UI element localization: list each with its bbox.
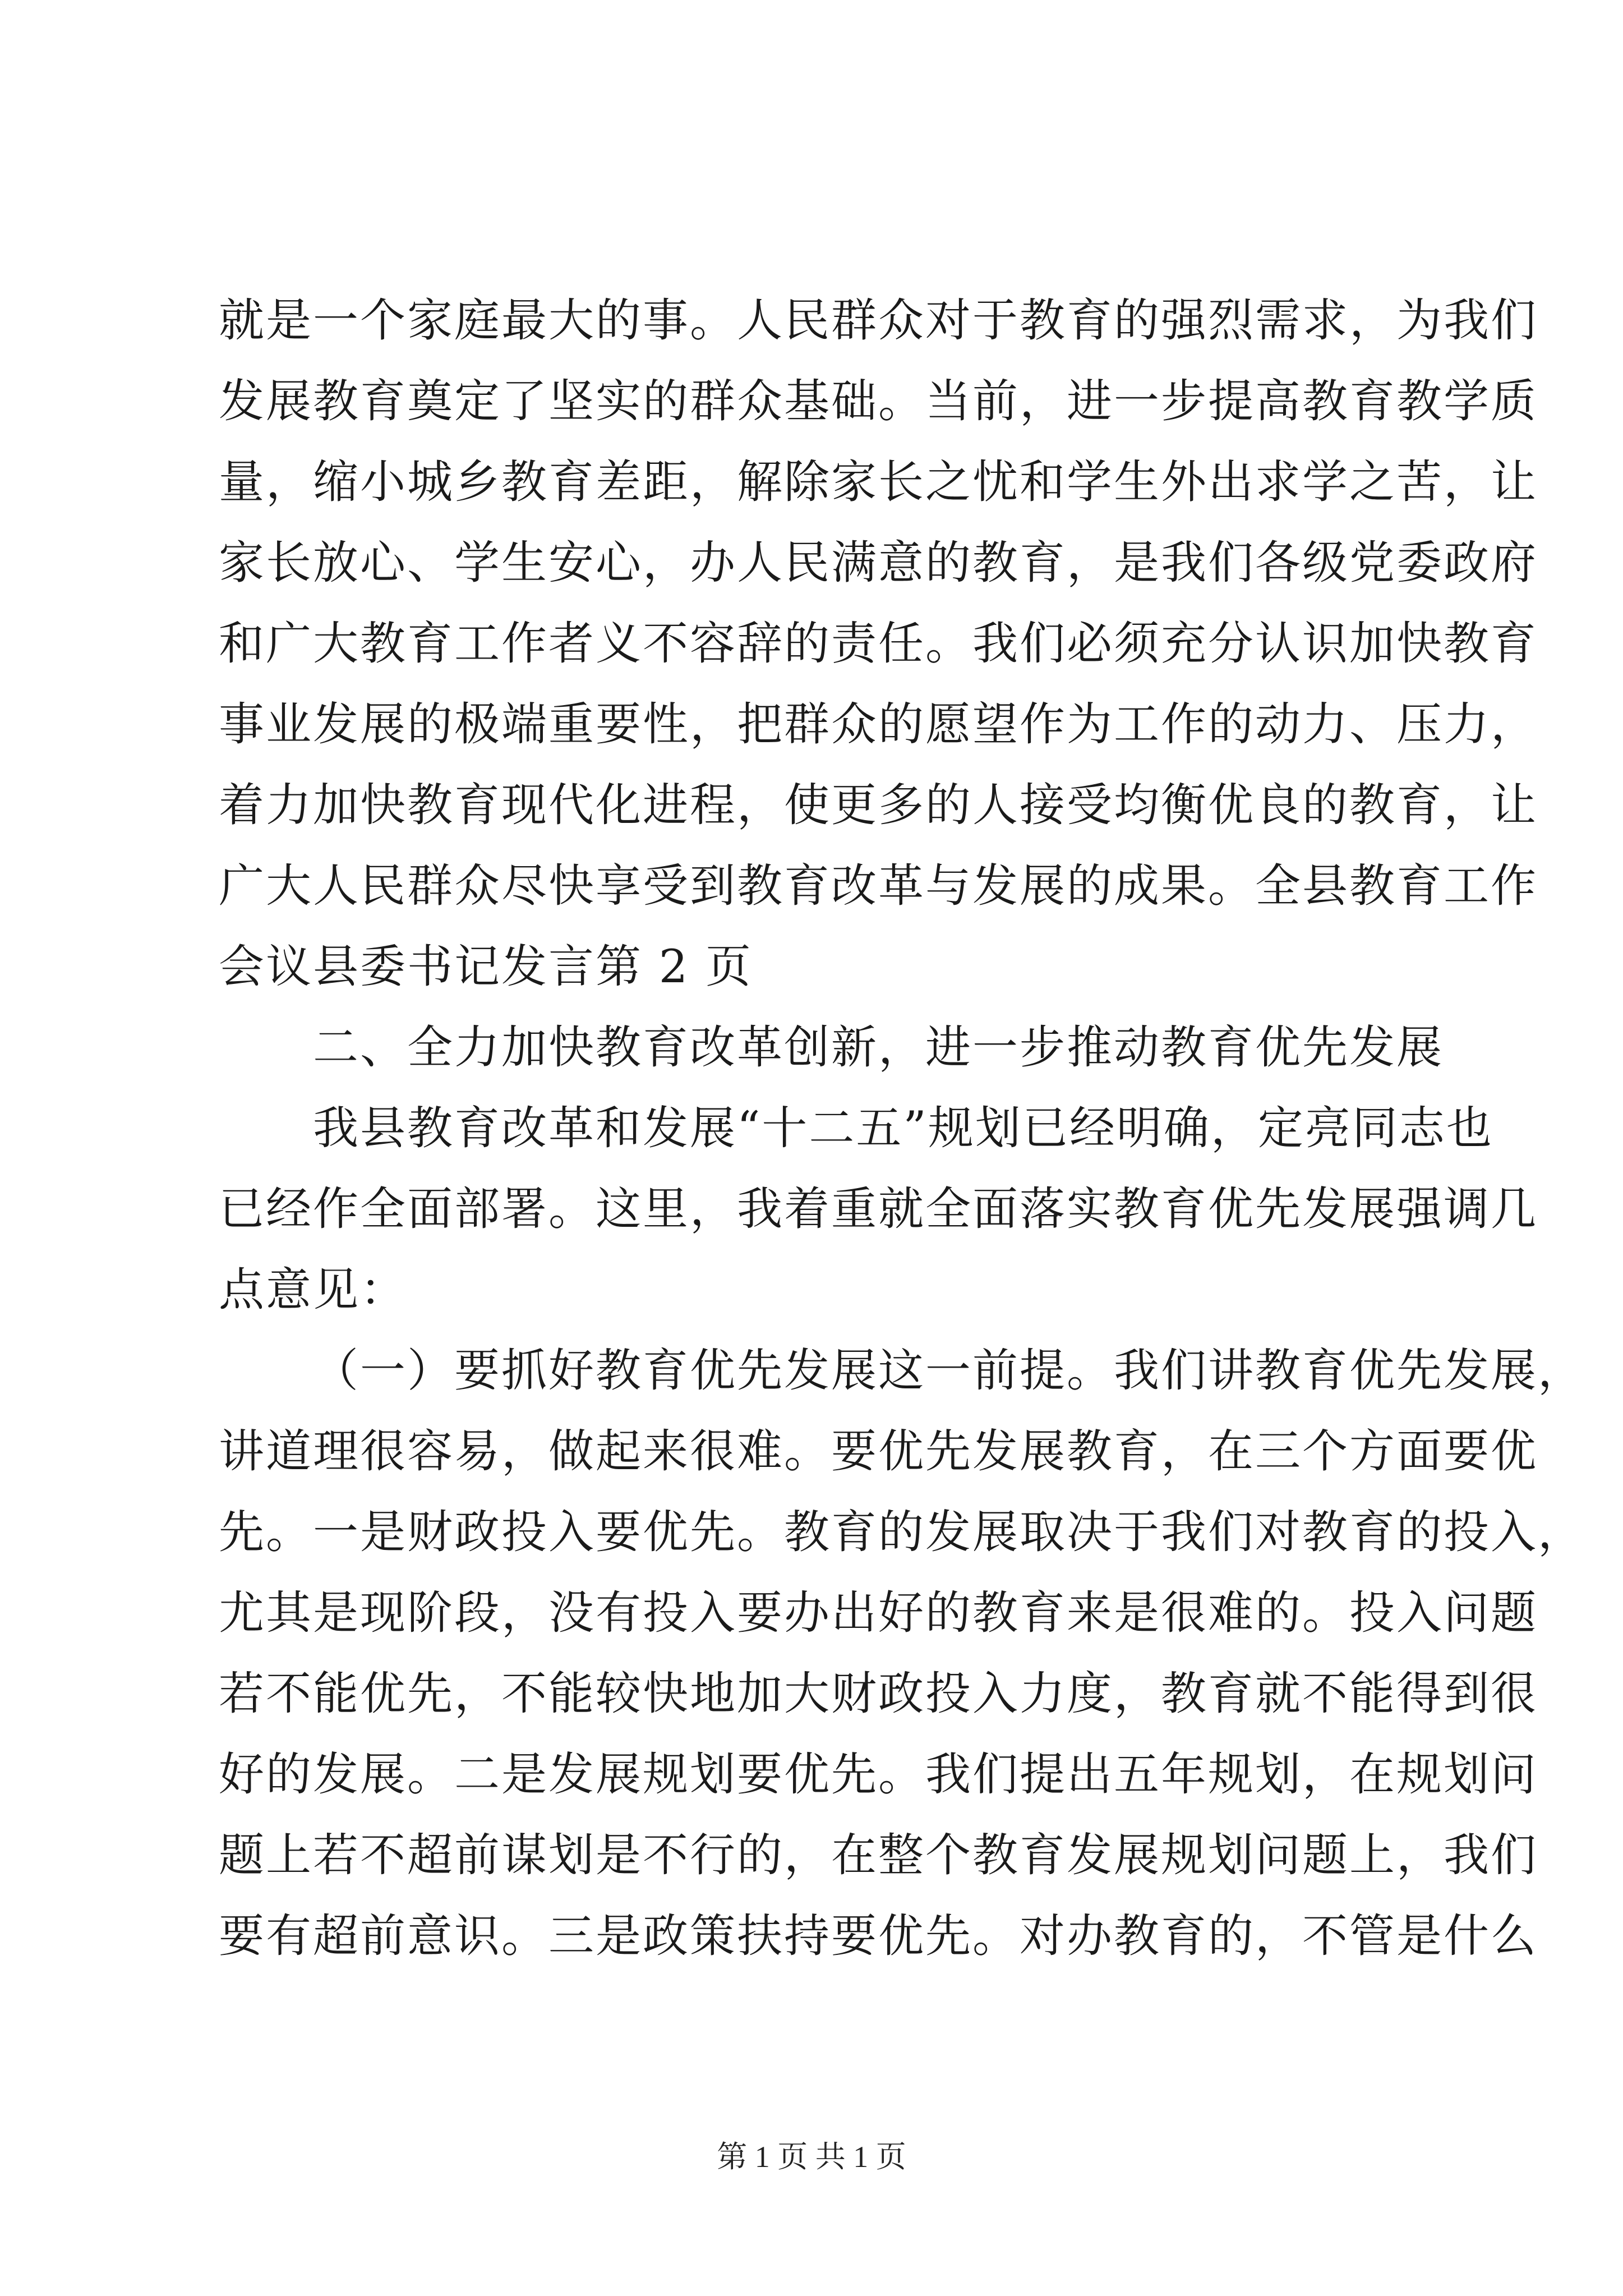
text-line: （一）要抓好教育优先发展这一前提。我们讲教育优先发展， [313,1345,1585,1397]
text-line: 好的发展。二是发展规划要优先。我们提出五年规划，在规划问 [219,1749,1538,1801]
text-line: 二、全力加快教育改革创新，进一步推动教育优先发展 [313,1022,1444,1074]
text-line: 事业发展的极端重要性，把群众的愿望作为工作的动力、压力， [219,698,1538,751]
page-footer: 第 1 页 共 1 页 [717,2140,906,2174]
text-line: 着力加快教育现代化进程，使更多的人接受均衡优良的教育，让 [219,779,1538,832]
text-line: 发展教育奠定了坚实的群众基础。当前，进一步提高教育教学质 [219,375,1538,428]
text-line: 我县教育改革和发展“十二五”规划已经明确，定亮同志也 [313,1102,1493,1155]
document-body [219,280,1585,1977]
text-line: 若不能优先，不能较快地加大财政投入力度，教育就不能得到很 [219,1668,1538,1720]
text-line: 就是一个家庭最大的事。人民群众对于教育的强烈需求，为我们 [219,295,1538,347]
text-line: 点意见： [219,1264,408,1317]
text-line: 讲道理很容易，做起来很难。要优先发展教育，在三个方面要优 [219,1425,1538,1478]
text-line: 量，缩小城乡教育差距，解除家长之忧和学生外出求学之苦，让 [219,456,1538,509]
text-line: 和广大教育工作者义不容辞的责任。我们必须充分认识加快教育 [219,618,1538,670]
text-line: 已经作全面部署。这里，我着重就全面落实教育优先发展强调几 [219,1183,1538,1236]
text-line: 题上若不超前谋划是不行的，在整个教育发展规划问题上，我们 [219,1829,1538,1882]
text-line: 广大人民群众尽快享受到教育改革与发展的成果。全县教育工作 [219,860,1538,913]
text-line: 家长放心、学生安心，办人民满意的教育，是我们各级党委政府 [219,537,1538,590]
text-line: 先。一是财政投入要优先。教育的发展取决于我们对教育的投入， [219,1506,1585,1559]
text-line: 会议县委书记发言第 2 页 [219,941,753,993]
text-line: 要有超前意识。三是政策扶持要优先。对办教育的，不管是什么 [219,1910,1538,1963]
text-line: 尤其是现阶段，没有投入要办出好的教育来是很难的。投入问题 [219,1587,1538,1640]
